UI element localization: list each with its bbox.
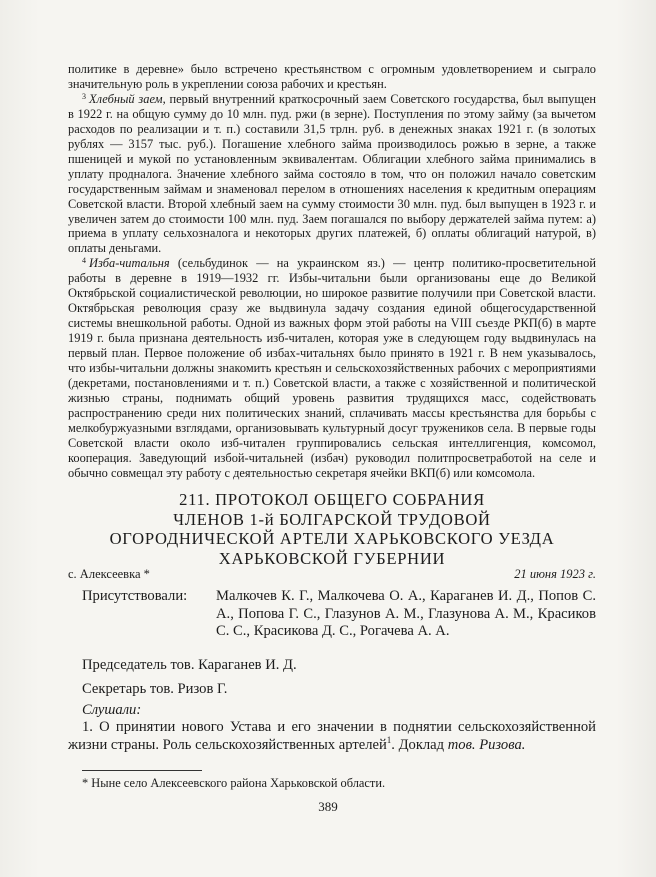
agenda-item-1-text: 1. О принятии нового Устава и его значении в поднятии сельскохозяйственной жизни страны. Роль сельскохозяйственных артелей	[68, 719, 596, 753]
document-title	[68, 490, 596, 568]
page-number: 389	[318, 799, 338, 814]
title-line: ХАРЬКОВСКОЙ ГУБЕРНИИ	[218, 548, 446, 568]
document-place: с. Алексеевка *	[68, 567, 150, 581]
chairman-line: Председатель тов. Караганев И. Д.	[82, 657, 297, 673]
title-line: ЧЛЕНОВ 1-й БОЛГАРСКОЙ ТРУДОВОЙ	[173, 509, 491, 529]
footnote-3-text: первый внутренний краткосрочный заем Советского государства, был выпущен в 1922 г. на общую сумму до 10 млн. пуд. ржи (в зерне). Поступления по этому займу (за вычетом расходов по реализации и т. п.) составили 31,5 трлн. руб. в денежных знаках 1921 г. (в золотых рублях — 3157 тыс. руб.). Погашение хлебного займа производилось рожью в зерне, а также пшеницей и мукой по установленным эквивалентам. Облигации хлебного займа принимались в уплату продналога. Значение хлебного займа состояло в том, что он положил начало советским государственным займам и знаменовал перелом в отношениях населения к кредитным операциям Советской власти. Второй хлебный заем на сумму стоимости 30 млн. пуд. был выпущен в 1923 г. и увеличен затем до стоимости 100 млн. пуд. Заем погашался по выбору держателей займа путем: а) приема в уплату сельхозналога и некоторых других платежей, б) оплаты облигаций натурой, в) оплаты деньгами.	[68, 91, 596, 256]
footnote-3	[68, 92, 596, 256]
footnote-3-term: Хлебный заем,	[89, 91, 166, 106]
agenda-item-1-report-prefix: . Доклад	[391, 736, 448, 753]
title-line: 211. ПРОТОКОЛ ОБЩЕГО СОБРАНИЯ	[179, 490, 485, 509]
footnote-4-term: Изба-читальня	[89, 256, 170, 271]
document-date: 21 июня 1923 г.	[514, 567, 596, 581]
footnotes-top	[68, 62, 596, 481]
footnote-divider	[82, 770, 202, 771]
heard-label: Слушали:	[82, 702, 142, 718]
agenda-item-1-reporter: тов. Ризова.	[447, 736, 526, 753]
attendees-names: Малкочев К. Г., Малкочева О. А., Караганев И. Д., Попов С. А., Попова Г. С., Глазунов А. М., Глазунова А. М., Красиков С. С., Красикова Д. С., Рогачева А. А.	[216, 588, 596, 640]
attendees	[68, 588, 596, 641]
footnote-continuation: политике в деревне» было встречено крестьянством с огромным удовлетворением и сыграло значительную роль в укреплении союза рабочих и крестьян.	[68, 62, 596, 91]
agenda-item-1-note-ref: 1	[386, 734, 392, 745]
agenda-item-1	[68, 719, 596, 754]
footnote-3-number: 3	[82, 91, 86, 101]
title-line: ОГОРОДНИЧЕСКОЙ АРТЕЛИ ХАРЬКОВСКОГО УЕЗДА	[109, 529, 555, 549]
footnote-bottom: * Ныне село Алексеевского района Харьковской области.	[82, 776, 386, 790]
footnote-4	[68, 256, 596, 480]
footnote-4-number: 4	[82, 256, 86, 266]
place-date-line	[68, 567, 596, 583]
secretary-line: Секретарь тов. Ризов Г.	[82, 681, 228, 697]
footnote-4-text: (сельбудинок — на украинском яз.) — центр политико-просветительной работы в деревне в 1919—1932 гг. Избы-читальни были организованы еще до Великой Октябрьской социалистической революции, но широкое развитие получили при Советской власти. Октябрьская революция сразу же выдвинула задачу создания единой общегосударственной системы внешкольной работы. Одной из важных форм этой работы на VIII съезде РКП(б) в марте 1919 г. была признана деятельность изб-читален, которая уже в следующем году выдвинулась на первый план. Первое положение об избах-читальнях было принято в 1921 г. В нем указывалось, что избы-читальни должны знакомить крестьян и сельскохозяйственных рабочих с мероприятиями (декретами, постановлениями и т. п.) Советской власти, а также с хозяйственной и политической жизнью страны, поднимать общий уровень развития трудящихся масс, содействовать распространению среди них политических знаний, сплачивать массы крестьянства для борьбы с мелкобуржуазными взглядами, организовывать культурный досуг тружеников села. В первые годы Советской власти около изб-читален группировались сельская интеллигенция, комсомол, кооперация. Заведующий избой-читальней (избач) руководил политпросветработой на селе и обычно совмещал эту работу с деятельностью секретаря ячейки ВКП(б) или комсомола.	[68, 256, 596, 480]
attendees-label: Присутствовали:	[82, 588, 188, 604]
